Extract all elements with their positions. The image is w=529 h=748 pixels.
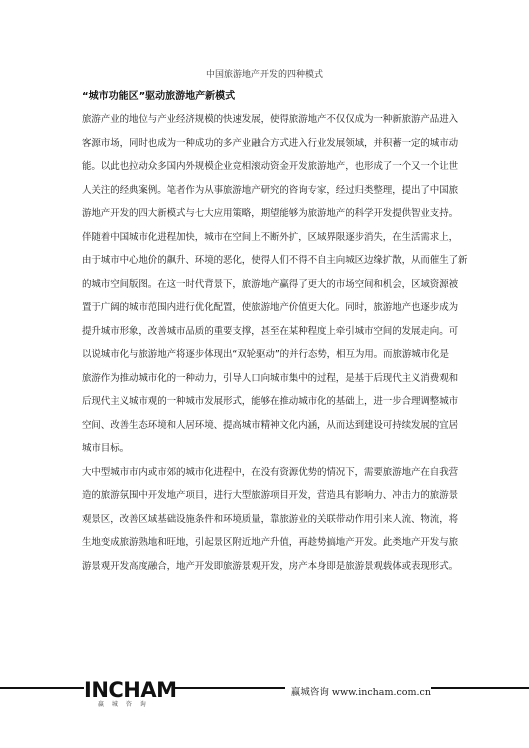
text-line: 由于城市中心地价的飙升、环境的恶化，使得人们不得不自主向城区边缘扩散，从而催生了新 [82,255,468,266]
logo-subtext: 赢 城 咨 询 [98,701,149,708]
paragraph-1 [82,108,459,226]
text-line: 客源市场，同时也成为一种成功的多产业融合方式进入行业发展领域，并积蓄一定的城市动 [82,137,459,149]
paragraph-3 [82,461,459,579]
text-line: 人关注的经典案例。笔者作为从事旅游地产研究的咨询专家，经过归类整理，提出了中国旅 [82,184,459,196]
text-line: 城市目标。 [82,443,130,454]
text-line: 游景观开发高度融合，地产开发即旅游景观开发，房产本身即是旅游景观载体或表现形式。 [82,560,459,572]
footer-divider [0,687,529,689]
text-line: 旅游作为推动城市化的一种动力，引导人口向城市集中的过程，是基于后现代主义消费观和 [82,372,459,384]
document-body [82,108,468,578]
text-line: 大中型城市市内或市郊的城市化进程中，在没有资源优势的情况下，需要旅游地产在自我营 [82,466,459,478]
section-heading: “城市功能区”驱动旅游地产新模式 [82,91,236,102]
footer-company-text: 赢城咨询 www.incham.com.cn [285,684,431,698]
text-line: 置于广阔的城市范围内进行优化配置，使旅游地产价值更大化。同时，旅游地产也逐步成为 [82,302,459,313]
paragraph-2 [82,226,468,461]
text-line: 空间、改善生态环境和人居环境、提高城市精神文化内涵，从而达到建设可持续发展的宜居 [82,419,459,431]
text-line: 伴随着中国城市化进程加快，城市在空间上不断外扩，区域界限逐步消失，在生活需求上， [82,231,459,243]
text-line: 观景区，改善区域基础设施条件和环境质量，靠旅游业的关联带动作用引来人流、物流，将 [82,513,459,525]
text-line: 旅游产业的地位与产业经济规模的快速发展，使得旅游地产不仅仅成为一种新旅游产品进入 [82,114,459,125]
text-line: 后现代主义城市观的一种城市发展形式，能够在推动城市化的基础上，进一步合理调整城市 [82,396,459,407]
text-line: 游地产开发的四大新模式与七大应用策略，期望能够为旅游地产的科学开发提供智业支持。 [82,208,459,219]
text-line: 生地变成旅游熟地和旺地，引起景区附近地产升值，再趁势搞地产开发。此类地产开发与旅 [82,537,459,548]
text-line: 的城市空间版图。在这一时代背景下，旅游地产赢得了更大的市场空间和机会，区域资源被 [82,278,459,290]
text-line: 以说城市化与旅游地产将逐步体现出“双轮驱动”的并行态势，相互为用。而旅游城市化是 [82,349,449,360]
company-logo [84,680,175,710]
text-line: 造的旅游氛围中开发地产项目，进行大型旅游项目开发，营造具有影响力、冲击力的旅游景 [82,490,459,501]
document-title: 中国旅游地产开发的四种模式 [205,70,323,80]
text-line: 能。以此也拉动众多国内外规模企业竞相滚动资金开发旅游地产，也形成了一个又一个让世 [82,161,459,172]
text-line: 提升城市形象，改善城市品质的重要支撑，甚至在某种程度上牵引城市空间的发展走向。可 [82,325,459,337]
logo-wordmark: INCHAM [84,678,177,702]
